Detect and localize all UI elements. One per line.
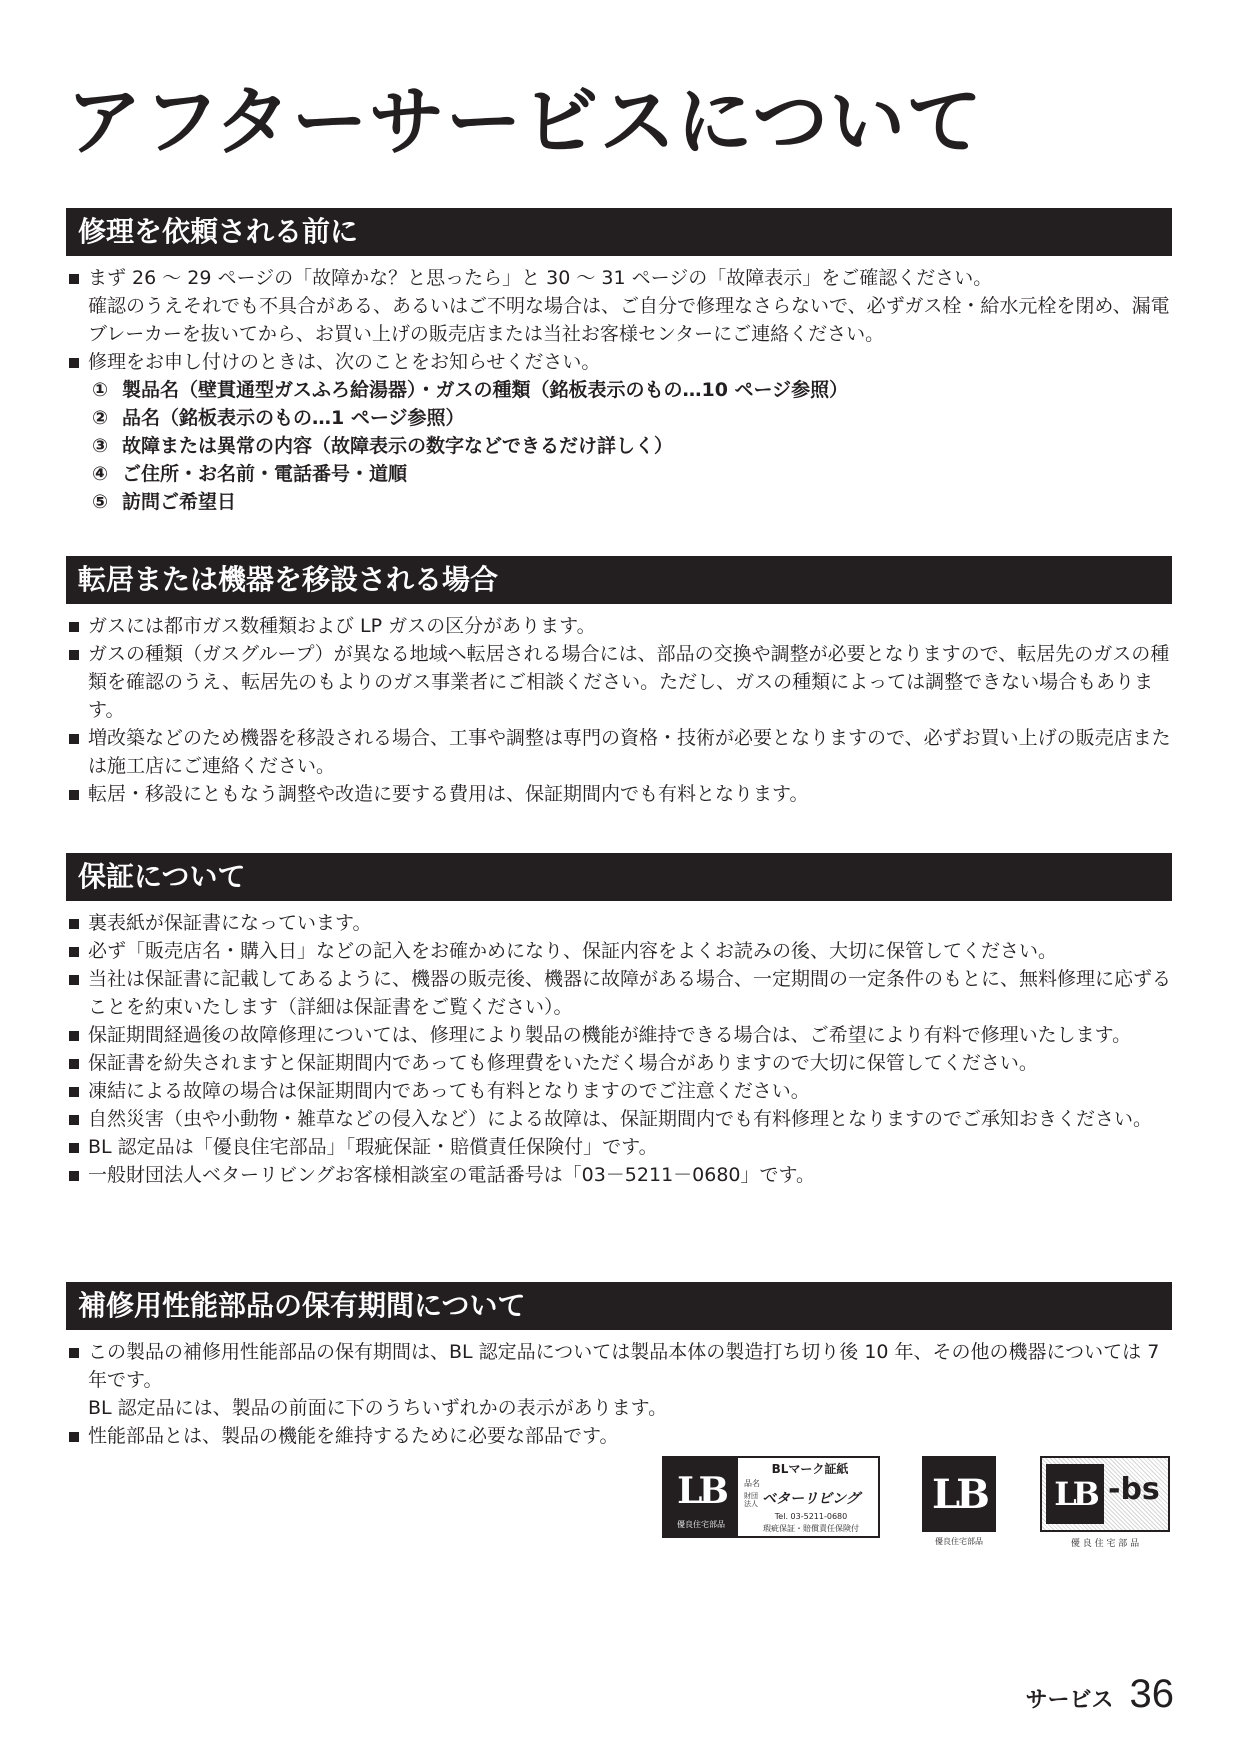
list-item: 一般財団法人ベターリビングお客様相談室の電話番号は「03－5211－0680」です。 <box>66 1161 1172 1189</box>
paragraph: まず 26 ～ 29 ページの「故障かな？と思ったら」と 30 ～ 31 ページの「故障表示」をご確認ください。 <box>88 267 993 289</box>
page-number: 36 <box>1129 1672 1174 1716</box>
bl-bs-mark-logo: LB -bs 優 良 住 宅 部 品 <box>1040 1456 1170 1552</box>
list-item: 自然災害（虫や小動物・雑草などの侵入など）による故障は、保証期間内でも有料修理となりますのでご承知おきください。 <box>66 1105 1172 1133</box>
bl-mark-logo: LB 優良住宅部品 <box>664 1458 738 1536</box>
section-heading-warranty: 保証について <box>66 853 1172 901</box>
list-item: ガスには都市ガス数種類および LP ガスの区分があります。 <box>66 612 1172 640</box>
bl-logos <box>662 1456 1182 1556</box>
warranty-list <box>66 909 1172 1189</box>
page-title: アフターサービスについて <box>66 77 984 166</box>
list-item: 当社は保証書に記載してあるように、機器の販売後、機器に故障がある場合、一定期間の一定条件のもとに、無料修理に応ずることを約束いたします（詳細は保証書をご覧ください）。 <box>66 965 1172 1021</box>
numbered-item: ④ ご住所・お名前・電話番号・道順 <box>92 463 408 485</box>
list-item: 裏表紙が保証書になっています。 <box>66 909 1172 937</box>
section-heading-relocation: 転居または機器を移設される場合 <box>66 556 1172 604</box>
bl-mark-logo: LB 優良住宅部品 <box>922 1456 996 1552</box>
bl-certificate-label: LB 優良住宅部品 BLマーク証紙 品名 財団法人 ベターリビング Tel. 03-5211-0680 瑕疵保証・賠償責任保険付 <box>662 1456 880 1538</box>
list-item: 性能部品とは、製品の機能を維持するために必要な部品です。 <box>66 1422 1172 1450</box>
section-heading-before-repair: 修理を依頼される前に <box>66 208 1172 256</box>
parts-retention-list <box>66 1338 1172 1450</box>
paragraph: この製品の補修用性能部品の保有期間は、BL 認定品については製品本体の製造打ち切り後 10 年、その他の機器については 7 年です。 <box>88 1341 1160 1391</box>
numbered-item: ③ 故障または異常の内容（故障表示の数字などできるだけ詳しく） <box>92 435 674 457</box>
paragraph: 確認のうえそれでも不具合がある、あるいはご不明な場合は、ご自分で修理なさらないで、必ずガス栓・給水元栓を閉め、漏電ブレーカーを抜いてから、お買い上げの販売店または当社お客様センターにご連絡ください。 <box>88 295 1170 345</box>
list-item: 必ず「販売店名・購入日」などの記入をお確かめになり、保証内容をよくお読みの後、大切に保管してください。 <box>66 937 1172 965</box>
list-item: 凍結による故障の場合は保証期間内であっても有料となりますのでご注意ください。 <box>66 1077 1172 1105</box>
list-item: 増改築などのため機器を移設される場合、工事や調整は専門の資格・技術が必要となりますので、必ずお買い上げの販売店または施工店にご連絡ください。 <box>66 724 1172 780</box>
list-item <box>66 1338 1172 1422</box>
section-heading-parts-retention: 補修用性能部品の保有期間について <box>66 1282 1172 1330</box>
footer-section-label: サービス <box>1025 1688 1114 1713</box>
list-item: 保証期間経過後の故障修理については、修理により製品の機能が維持できる場合は、ご希望により有料で修理いたします。 <box>66 1021 1172 1049</box>
before-repair-list <box>66 264 1172 516</box>
numbered-item: ② 品名（銘板表示のもの…1 ページ参照） <box>92 407 465 429</box>
list-item <box>66 264 1172 348</box>
paragraph: BL 認定品には、製品の前面に下のうちいずれかの表示があります。 <box>88 1397 668 1419</box>
list-item: 修理をお申し付けのときは、次のことをお知らせください。 <box>66 348 1172 376</box>
relocation-list <box>66 612 1172 808</box>
page-footer <box>1025 1672 1174 1717</box>
list-item: ガスの種類（ガスグループ）が異なる地域へ転居される場合には、部品の交換や調整が必要となりますので、転居先のガスの種類を確認のうえ、転居先のもよりのガス事業者にご相談ください。ただし、ガスの種類によっては調整できない場合もあります。 <box>66 640 1172 724</box>
list-item: BL 認定品は「優良住宅部品」「瑕疵保証・賠償責任保険付」です。 <box>66 1133 1172 1161</box>
list-item: 保証書を紛失されますと保証期間内であっても修理費をいただく場合がありますので大切に保管してください。 <box>66 1049 1172 1077</box>
list-item: 転居・移設にともなう調整や改造に要する費用は、保証期間内でも有料となります。 <box>66 780 1172 808</box>
numbered-item: ① 製品名（壁貫通型ガスふろ給湯器）・ガスの種類（銘板表示のもの…10 ページ参照） <box>92 379 849 401</box>
numbered-item: ⑤ 訪問ご希望日 <box>92 491 237 513</box>
